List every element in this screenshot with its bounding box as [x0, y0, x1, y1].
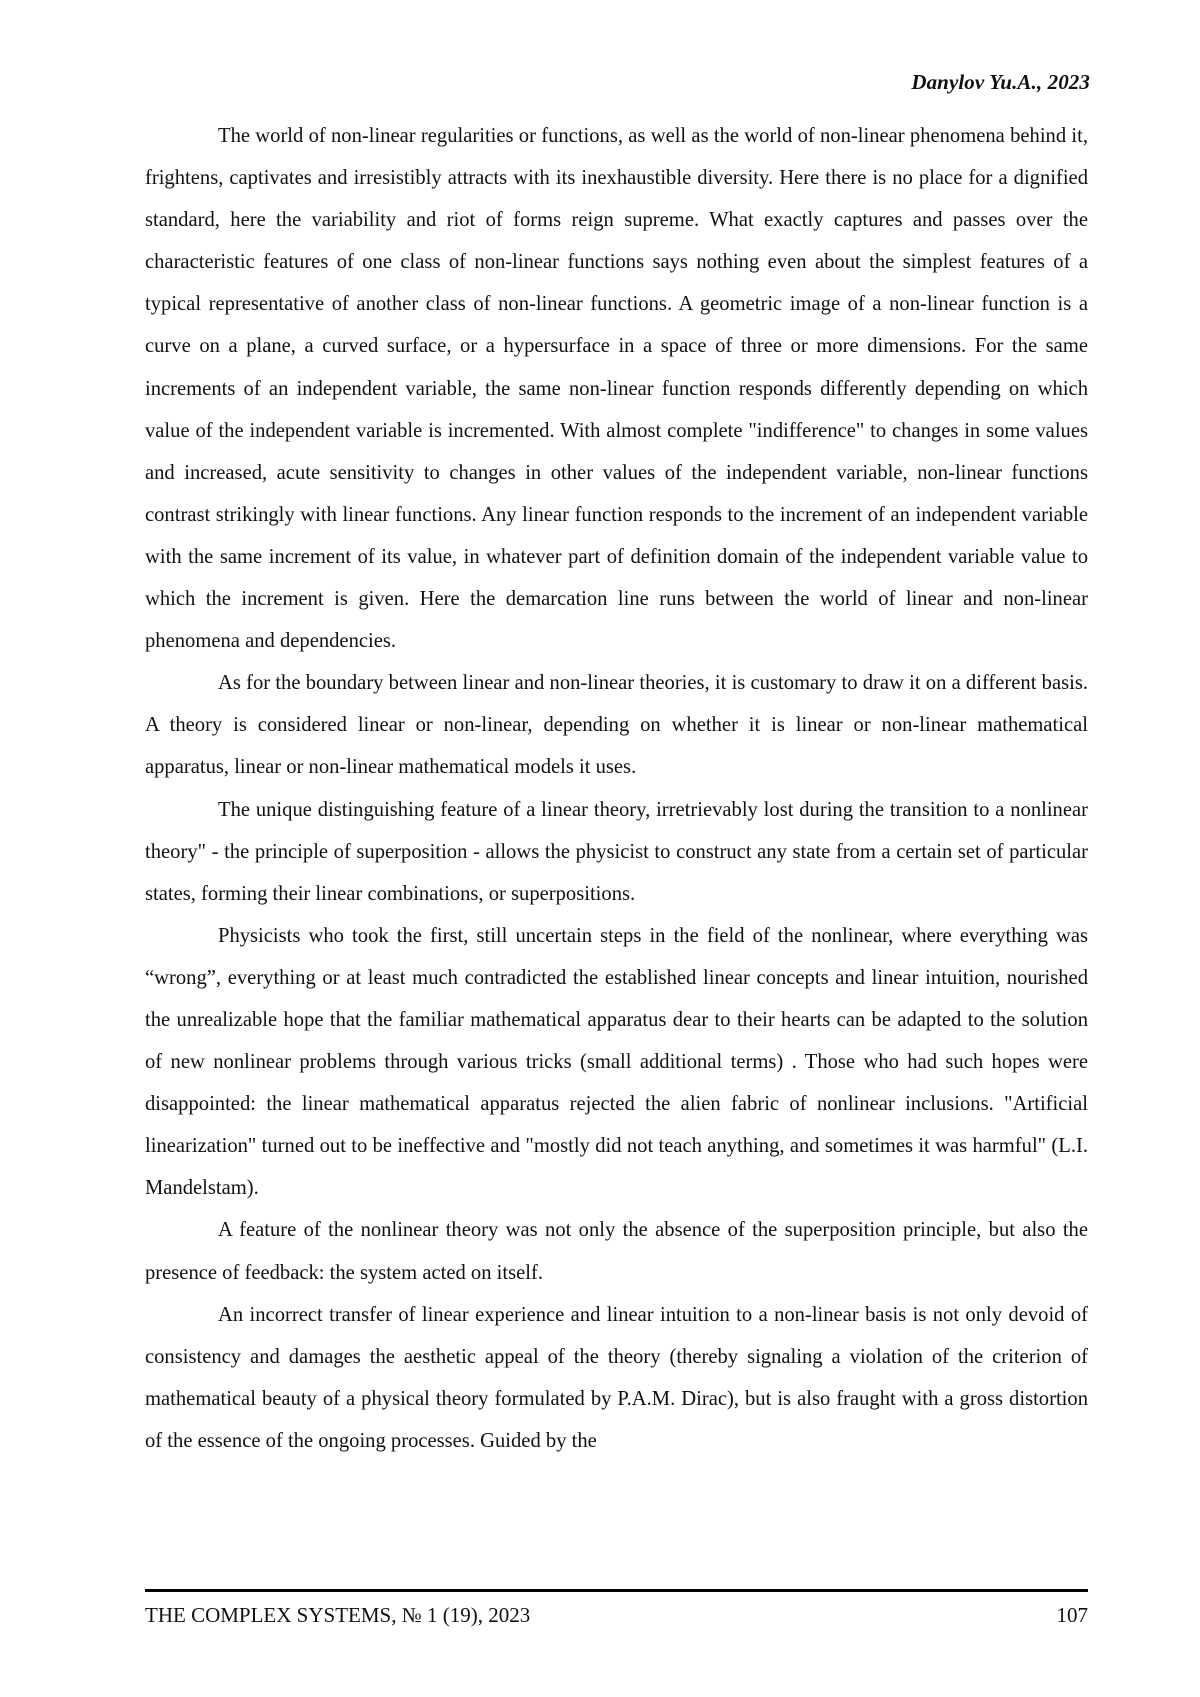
page-number: 107 [1056, 1603, 1088, 1627]
paragraph-physicists: Physicists who took the first, still uncertain steps in the field of the nonlinear, where everything was “wrong”, everything or at least much contradicted the established linear concepts and linear intuition, nourished the unrealizable hope that the familiar mathematical apparatus dear to their hearts can be adapted to the solution of new nonlinear problems through various tricks (small additional terms) . Those who had such hopes were disappointed: the linear mathematical apparatus rejected the alien fabric of nonlinear inclusions. "Artificial linearization" turned out to be ineffective and "mostly did not teach anything, and sometimes it was harmful" (L.I. Mandelstam). [145, 924, 1088, 1200]
paragraph-theory-boundary: As for the boundary between linear and non-linear theories, it is customary to draw it on a different basis. A theory is considered linear or non-linear, depending on whether it is linear or non-linear mathematical apparatus, linear or non-linear mathematical models it uses. [145, 672, 1088, 779]
running-header: Danylov Yu.A., 2023 [911, 70, 1090, 94]
body-text [145, 115, 1088, 1462]
paragraph-feedback: A feature of the nonlinear theory was not only the absence of the superposition principle, but also the presence of feedback: the system acted on itself. [145, 1219, 1088, 1284]
footer-divider [145, 1589, 1088, 1592]
page-footer [145, 1603, 1088, 1628]
journal-title: THE COMPLEX SYSTEMS, № 1 (19), 2023 [145, 1603, 531, 1627]
paragraph-superposition: The unique distinguishing feature of a linear theory, irretrievably lost during the transition to a nonlinear theory" - the principle of superposition - allows the physicist to construct any state from a certain set of particular states, forming their linear combinations, or superpositions. [145, 798, 1088, 905]
paragraph-nonlinear-world: The world of non-linear regularities or functions, as well as the world of non-linear phenomena behind it, frightens, captivates and irresistibly attracts with its inexhaustible diversity. Here there is no place for a dignified standard, here the variability and riot of forms reign supreme. What exactly captures and passes over the characteristic features of one class of non-linear functions says nothing even about the simplest features of a typical representative of another class of non-linear functions. A geometric image of a non-linear function is a curve on a plane, a curved surface, or a hypersurface in a space of three or more dimensions. For the same increments of an independent variable, the same non-linear function responds differently depending on which value of the independent variable is incremented. With almost complete "indifference" to changes in some values and increased, acute sensitivity to changes in other values of the independent variable, non-linear functions contrast strikingly with linear functions. Any linear function responds to the increment of an independent variable with the same increment of its value, in whatever part of definition domain of the independent variable value to which the increment is given. Here the demarcation line runs between the world of linear and non-linear phenomena and dependencies. [145, 125, 1088, 653]
paragraph-incorrect-transfer: An incorrect transfer of linear experience and linear intuition to a non-linear basis is not only devoid of consistency and damages the aesthetic appeal of the theory (thereby signaling a violation of the criterion of mathematical beauty of a physical theory formulated by P.A.M. Dirac), but is also fraught with a gross distortion of the essence of the ongoing processes. Guided by the [145, 1303, 1088, 1452]
